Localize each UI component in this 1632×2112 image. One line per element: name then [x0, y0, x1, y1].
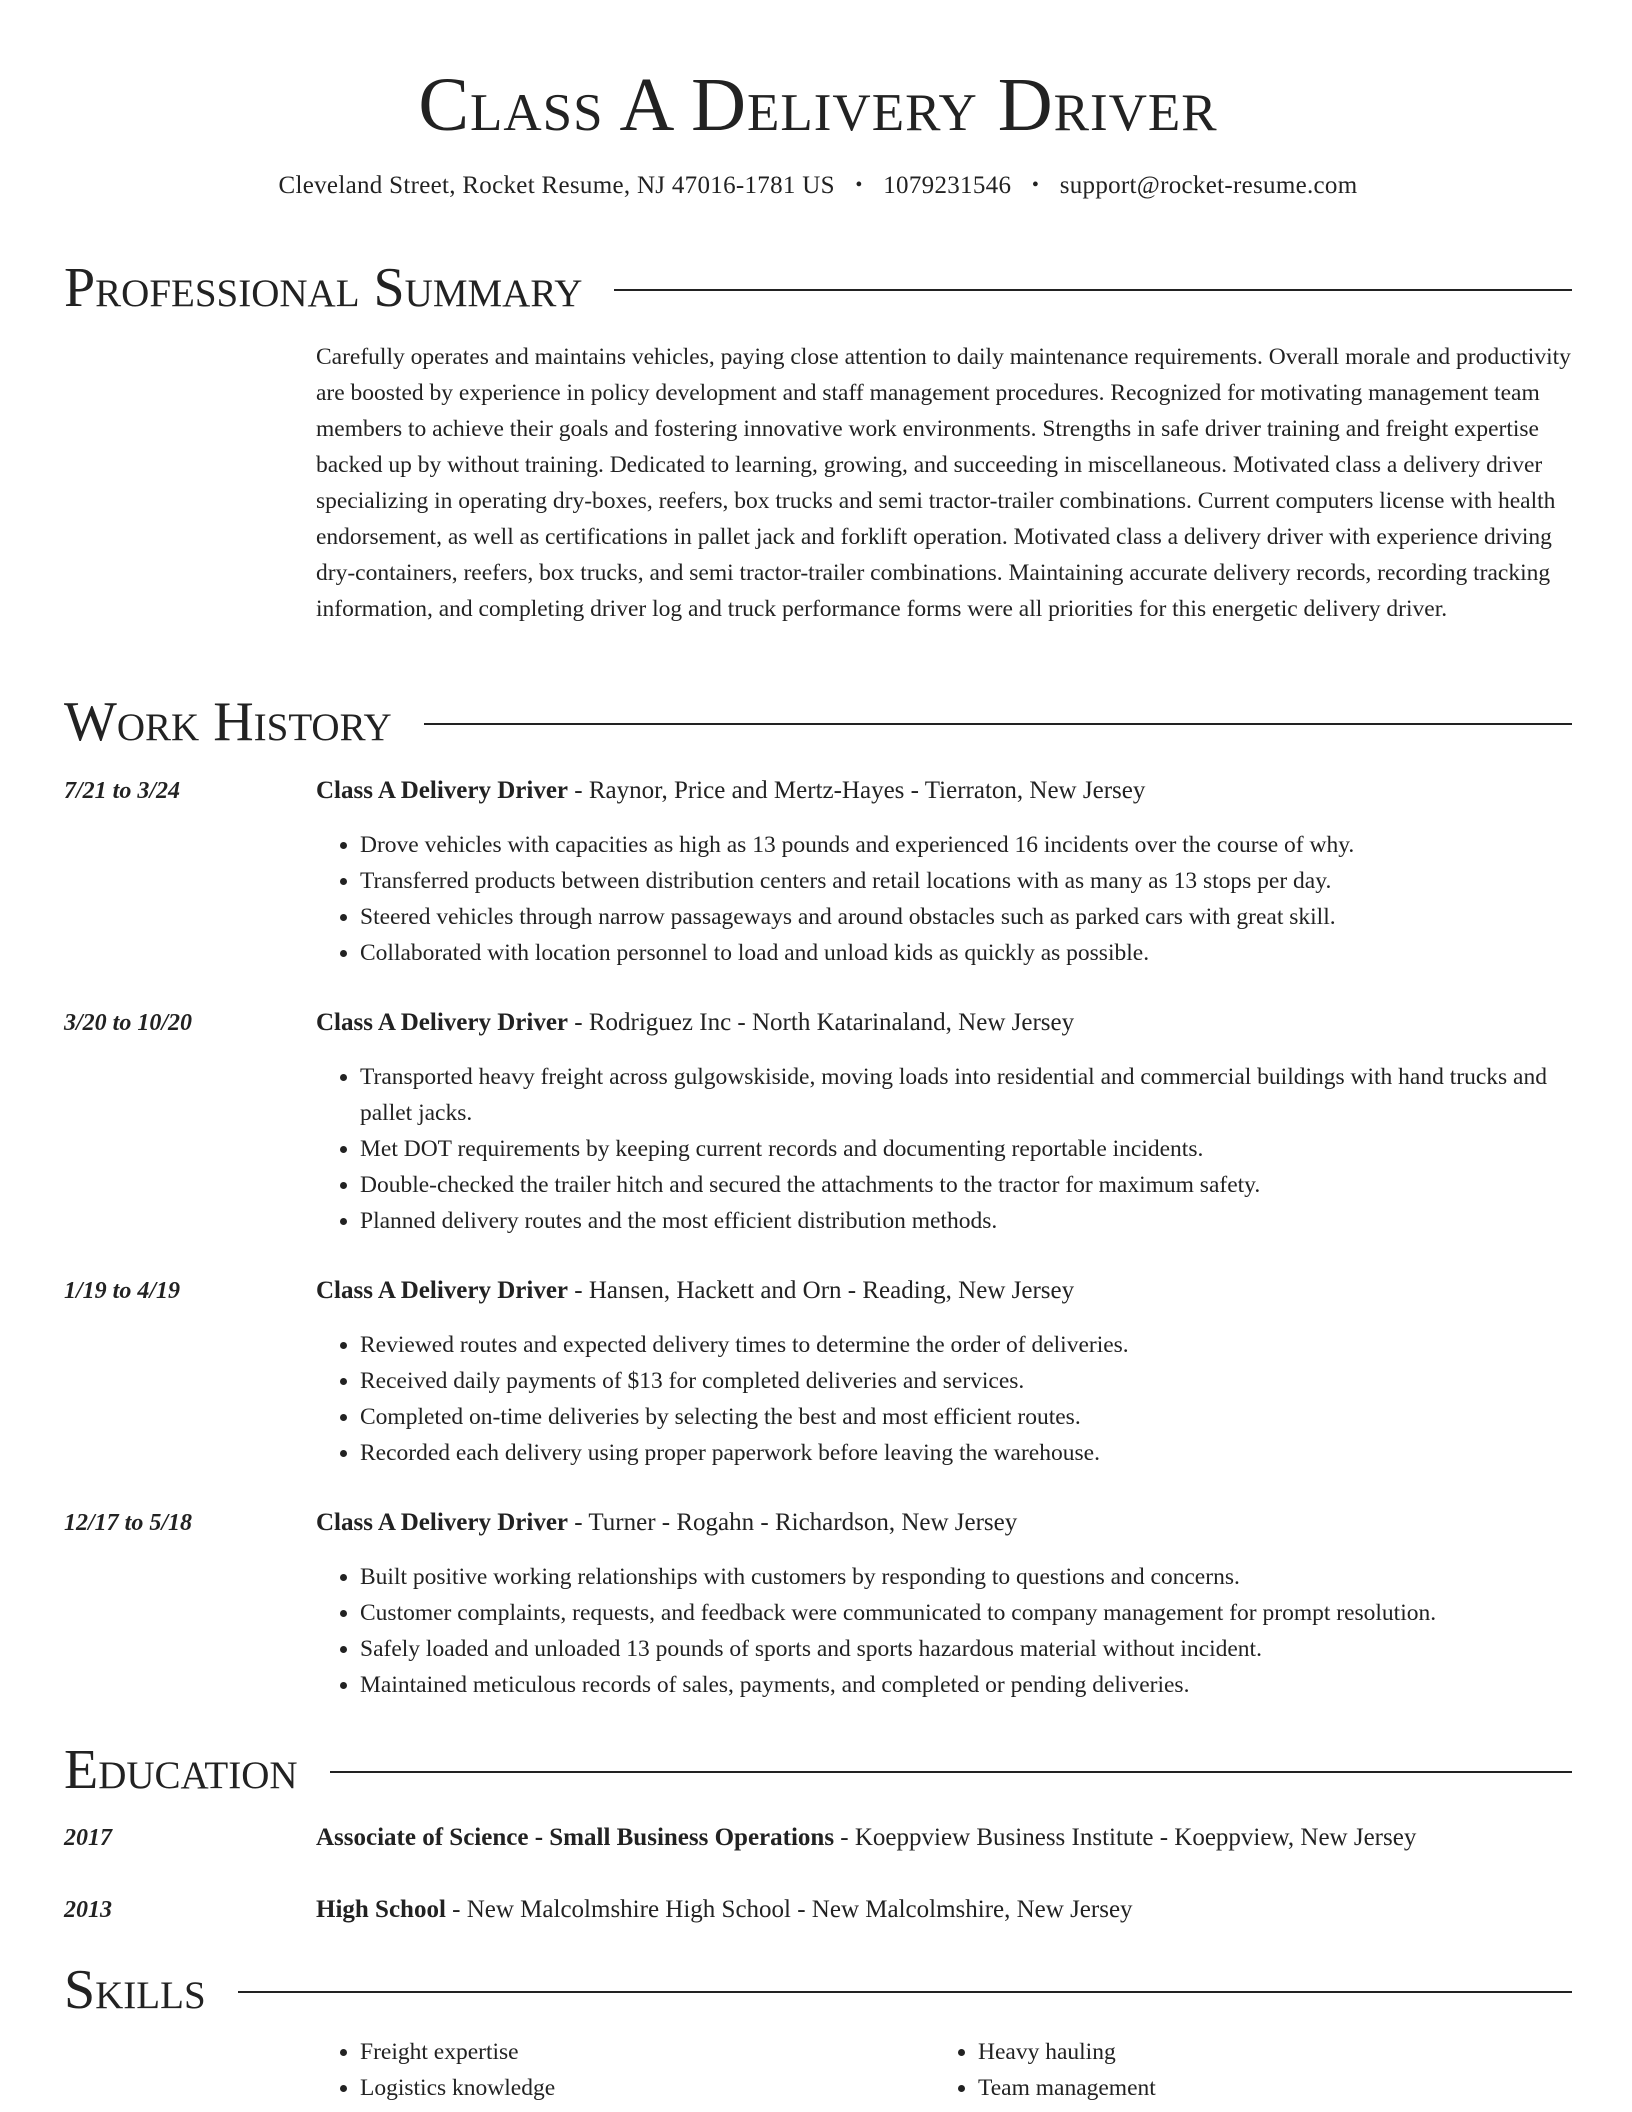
section-divider	[424, 723, 1572, 725]
work-dates: 1/19 to 4/19	[64, 1278, 181, 1304]
contact-separator: •	[1031, 174, 1040, 196]
section-title: Education	[64, 1739, 298, 1801]
skill-item: • Team management	[978, 2070, 1552, 2106]
contact-address: Cleveland Street, Rocket Resume, NJ 47016-1781 US	[278, 172, 835, 199]
work-dates: 3/20 to 10/20	[64, 1010, 193, 1036]
contact-email: support@rocket-resume.com	[1059, 172, 1358, 199]
work-details: - Hansen, Hackett and Orn - Reading, New Jersey	[568, 1277, 1075, 1304]
resume-title: Class A Delivery Driver	[418, 63, 1218, 147]
education-headline	[316, 1820, 1416, 1856]
work-bullets	[316, 1559, 1572, 1703]
summary-text: Carefully operates and maintains vehicles, paying close attention to daily maintenance requirements. Overall morale and productivity are boosted by experience in policy development and staff management procedures. Recognized for motivating management team members to achieve their goals and fostering innovative work environments. Strengths in safe driver training and freight expertise backed up by without training. Dedicated to learning, growing, and succeeding in miscellaneous. Motivated class a delivery driver specializing in operating dry-boxes, reefers, box trucks and semi tractor-trailer combinations. Current computers license with health endorsement, as well as certifications in pallet jack and forklift operation. Motivated class a delivery driver with experience driving dry-containers, reefers, box trucks, and semi tractor-trailer combinations. Maintaining accurate delivery records, recording tracking information, and completing driver log and truck performance forms were all priorities for this energetic delivery driver.	[316, 344, 1571, 622]
list-item: • Safely loaded and unloaded 13 pounds of sports and sports hazardous material without incident.	[360, 1631, 1572, 1667]
work-role: Class A Delivery Driver	[316, 1509, 569, 1536]
education-details: - Koeppview Business Institute - Koeppview, New Jersey	[834, 1824, 1417, 1851]
section-divider	[614, 289, 1572, 291]
work-headline	[316, 1273, 1074, 1309]
list-item: • Received daily payments of $13 for completed deliveries and services.	[360, 1363, 1572, 1399]
list-item: • Transported heavy freight across gulgowskiside, moving loads into residential and commercial buildings with hand trucks and pallet jacks.	[360, 1059, 1572, 1131]
work-bullets	[316, 1327, 1572, 1471]
education-year: 2013	[64, 1897, 112, 1923]
list-item: • Customer complaints, requests, and feedback were communicated to company management for prompt resolution.	[360, 1595, 1572, 1631]
list-item: • Transferred products between distribution centers and retail locations with as many as 13 stops per day.	[360, 863, 1572, 899]
list-item: • Steered vehicles through narrow passageways and around obstacles such as parked cars with great skill.	[360, 899, 1572, 935]
list-item: • Maintained meticulous records of sales, payments, and completed or pending deliveries.	[360, 1667, 1572, 1703]
contact-separator: •	[855, 174, 863, 196]
section-title: Professional Summary	[64, 257, 583, 319]
work-bullets	[316, 1059, 1572, 1239]
section-title: Skills	[64, 1959, 206, 2021]
education-degree: High School	[316, 1896, 446, 1923]
work-headline	[316, 773, 1145, 809]
work-dates: 12/17 to 5/18	[64, 1510, 193, 1536]
skills-list	[316, 2034, 1572, 2106]
contact-phone: 1079231546	[883, 172, 1012, 199]
contact-line	[64, 170, 1572, 201]
section-divider	[330, 1771, 1572, 1773]
list-item: • Drove vehicles with capacities as high as 13 pounds and experienced 16 incidents over the course of why.	[360, 827, 1572, 863]
section-divider	[238, 1991, 1572, 1993]
list-item: • Recorded each delivery using proper paperwork before leaving the warehouse.	[360, 1435, 1572, 1471]
resume-page	[64, 0, 1572, 2101]
section-title: Work History	[64, 691, 392, 753]
list-item: • Double-checked the trailer hitch and secured the attachments to the tractor for maximum safety.	[360, 1167, 1572, 1203]
work-role: Class A Delivery Driver	[316, 777, 569, 804]
list-item: • Collaborated with location personnel to load and unload kids as quickly as possible.	[360, 935, 1572, 971]
work-role: Class A Delivery Driver	[316, 1009, 569, 1036]
work-dates: 7/21 to 3/24	[64, 778, 181, 804]
skill-item: • Heavy hauling	[978, 2034, 1552, 2070]
skill-item: • Logistics knowledge	[360, 2070, 934, 2106]
list-item: • Reviewed routes and expected delivery times to determine the order of deliveries.	[360, 1327, 1572, 1363]
list-item: • Met DOT requirements by keeping current records and documenting reportable incidents.	[360, 1131, 1572, 1167]
list-item: • Planned delivery routes and the most efficient distribution methods.	[360, 1203, 1572, 1239]
work-details: - Rodriguez Inc - North Katarinaland, New Jersey	[568, 1009, 1075, 1036]
work-details: - Raynor, Price and Mertz-Hayes - Tierraton, New Jersey	[568, 777, 1146, 804]
list-item: • Completed on-time deliveries by selecting the best and most efficient routes.	[360, 1399, 1572, 1435]
skills-column-right	[934, 2034, 1552, 2106]
section-header-education	[64, 1740, 1572, 1800]
skill-item: • Freight expertise	[360, 2034, 934, 2070]
section-header-summary	[64, 258, 1572, 318]
work-role: Class A Delivery Driver	[316, 1277, 569, 1304]
education-degree: Associate of Science - Small Business Operations	[316, 1824, 835, 1851]
section-header-work-history	[64, 692, 1572, 752]
education-details: - New Malcolmshire High School - New Malcolmshire, New Jersey	[445, 1896, 1133, 1923]
section-header-skills	[64, 1960, 1572, 2020]
education-headline	[316, 1892, 1133, 1928]
skills-column-left	[316, 2034, 934, 2106]
work-headline	[316, 1005, 1074, 1041]
work-bullets	[316, 827, 1572, 971]
education-year: 2017	[64, 1825, 112, 1851]
work-headline	[316, 1505, 1017, 1541]
work-details: - Turner - Rogahn - Richardson, New Jersey	[568, 1509, 1018, 1536]
list-item: • Built positive working relationships with customers by responding to questions and concerns.	[360, 1559, 1572, 1595]
